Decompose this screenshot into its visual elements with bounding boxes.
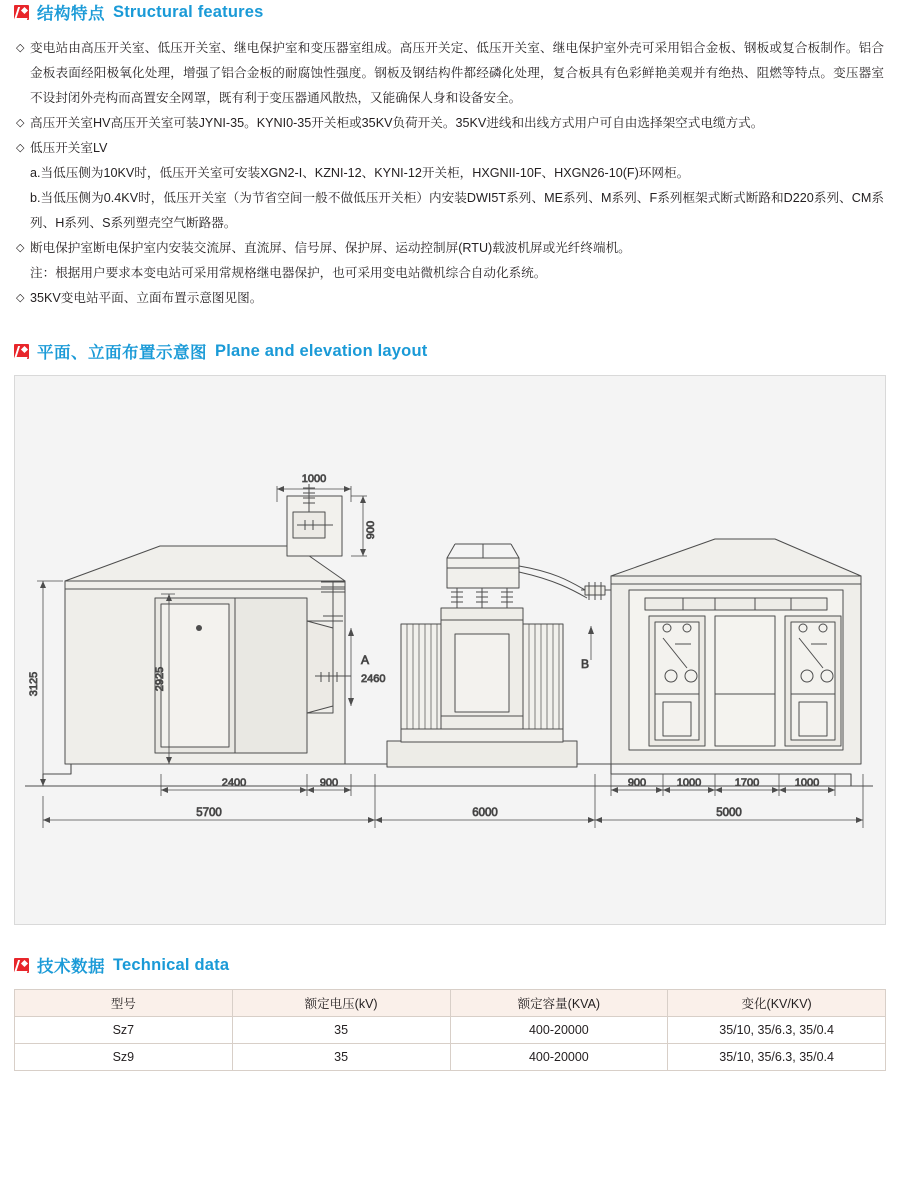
diamond-bullet-icon: ◇ (16, 117, 25, 129)
paragraph-text: 变电站由高压开关室、低压开关室、继电保护室和变压器室组成。高压开关定、低压开关室、继电保护室外壳可采用铝合金板、钢板或复合板制作。铝合金板表面经阳极氧化处理，增强了铝合金板的耐腐蚀性强度。钢板及钢结构件都经磷化处理，复合板具有色彩鲜艳美观并有绝热、阻燃等特点。变压器室不设封闭外壳构而高置安全网罩，既有利于变压器通风散热，又能确保人身和设备安全。 (30, 41, 884, 105)
dim-door-height: 2460 (361, 673, 386, 685)
table-row (15, 1044, 886, 1071)
section-marker-icon (14, 958, 29, 973)
paragraph (16, 161, 884, 186)
paragraph-text: 高压开关室HV高压开关室可装JYNI-35。KYNI0-35开关柜或35KV负荷开关。35KV进线和出线方式用户可自由选择架空式电缆方式。 (30, 116, 764, 130)
table-cell: 400-20000 (450, 1044, 668, 1071)
section-title-cn: 技术数据 (37, 958, 105, 976)
paragraph (16, 136, 884, 161)
section-title-en: Plane and elevation layout (215, 341, 428, 360)
layout-diagram-panel (14, 375, 886, 925)
substation-elevation-drawing (15, 376, 885, 924)
dim-right-1000a: 1000 (676, 777, 702, 789)
section-marker-icon (14, 344, 29, 359)
dim-right-1000b: 1000 (794, 777, 820, 789)
table-header-cell: 变化(KV/KV) (668, 990, 886, 1017)
table-header-cell: 型号 (15, 990, 233, 1017)
dim-right-1700: 1700 (734, 777, 760, 789)
paragraph-text: 断电保护室断电保护室内安装交流屏、直流屏、信号屏、保护屏、运动控制屏(RTU)载波机屏或光纤终端机。 (30, 241, 631, 255)
paragraph (16, 236, 884, 261)
dim-building-height: 2925 (154, 666, 166, 692)
label-b: B (581, 657, 590, 671)
dim-span-left: 5700 (196, 807, 222, 819)
table-cell: Sz9 (15, 1044, 233, 1071)
table-row (15, 1017, 886, 1044)
table-cell: Sz7 (15, 1017, 233, 1044)
paragraph (16, 36, 884, 111)
table-header-cell: 额定电压(kV) (232, 990, 450, 1017)
section-marker-icon (14, 5, 29, 20)
dim-right-900: 900 (627, 777, 647, 789)
dim-top-height: 900 (365, 520, 377, 540)
paragraph-text: b.当低压侧为0.4KV时，低压开关室（为节省空间一般不做低压开关柜）内安装DWI5T系列、ME系列、M系列、F系列框架式断式断路和D220系列、CM系列、H系列、S系列塑壳空气断路器。 (30, 191, 884, 230)
paragraph-text: 35KV变电站平面、立面布置示意图见图。 (30, 291, 263, 305)
dim-span-right: 5000 (716, 807, 742, 819)
diamond-bullet-icon: ◇ (16, 42, 25, 54)
section-title-cn: 平面、立面布置示意图 (37, 344, 207, 362)
dim-total-height: 3125 (28, 671, 40, 697)
paragraph-note (16, 261, 884, 286)
technical-data-table (14, 989, 886, 1071)
table-header-row (15, 990, 886, 1017)
section-title-en: Structural features (113, 2, 264, 21)
section-header-structural (14, 0, 886, 24)
section-title-en: Technical data (113, 955, 230, 974)
paragraph (16, 286, 884, 311)
diamond-bullet-icon: ◇ (16, 292, 25, 304)
table-cell: 35 (232, 1017, 450, 1044)
dim-bay-900: 900 (319, 777, 339, 789)
paragraph-text: 低压开关室LV (30, 141, 108, 155)
label-a: A (361, 653, 370, 667)
table-cell: 400-20000 (450, 1017, 668, 1044)
table-cell: 35 (232, 1044, 450, 1071)
paragraph (16, 111, 884, 136)
structural-body (14, 36, 886, 311)
diamond-bullet-icon: ◇ (16, 142, 25, 154)
diamond-bullet-icon: ◇ (16, 242, 25, 254)
table-cell: 35/10, 35/6.3, 35/0.4 (668, 1044, 886, 1071)
section-title-cn: 结构特点 (37, 5, 105, 23)
section-header-layout (14, 339, 886, 363)
dim-top-width: 1000 (301, 473, 327, 485)
section-header-technical (14, 953, 886, 977)
dim-bay-2400: 2400 (221, 777, 247, 789)
paragraph (16, 186, 884, 236)
dim-span-mid: 6000 (472, 807, 498, 819)
paragraph-text: 注：根据用户要求本变电站可采用常规格继电器保护，也可采用变电站微机综合自动化系统。 (30, 266, 547, 280)
paragraph-text: a.当低压侧为10KV时，低压开关室可安装XGN2-I、KZNI-12、KYNI-12开关柜，HXGNII-10F、HXGN26-10(F)环网柜。 (30, 166, 690, 180)
table-cell: 35/10, 35/6.3, 35/0.4 (668, 1017, 886, 1044)
table-header-cell: 额定容量(KVA) (450, 990, 668, 1017)
